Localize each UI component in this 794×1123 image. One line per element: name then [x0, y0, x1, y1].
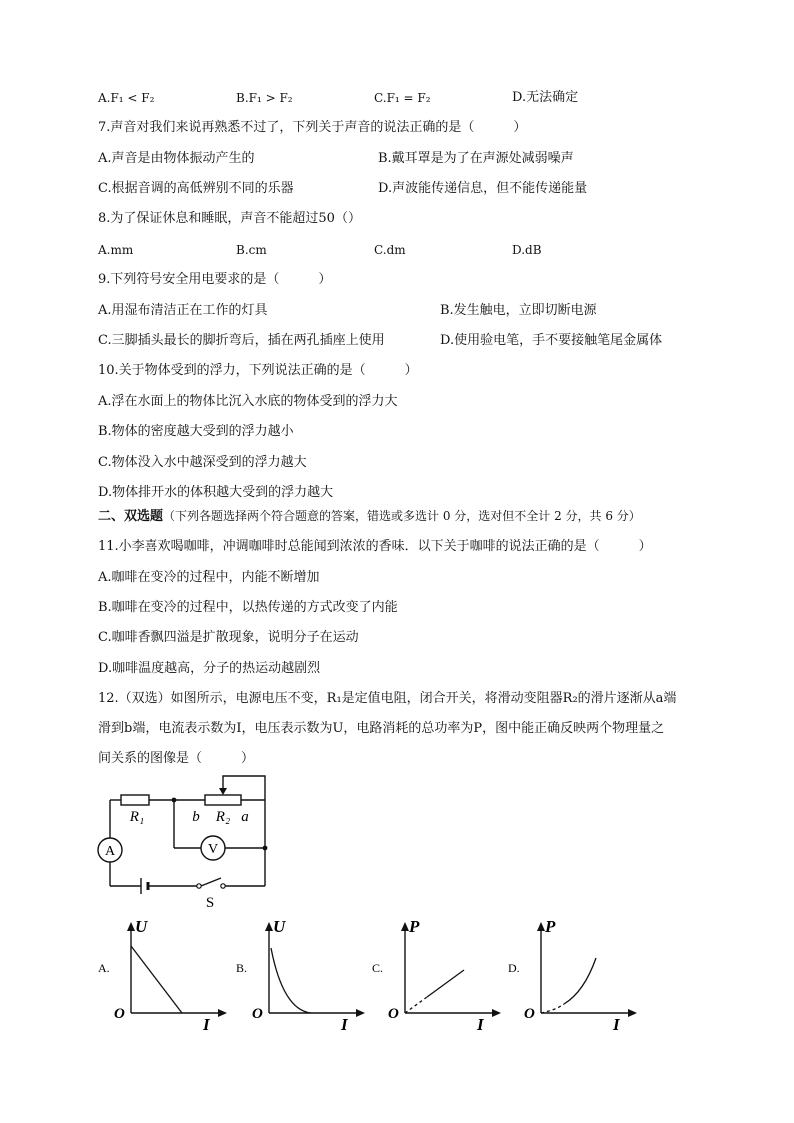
circuit-diagram: [95, 768, 285, 913]
q12-stem-line3: 间关系的图像是（ ）: [98, 751, 255, 766]
graph-curve: [564, 958, 596, 1004]
label-switch: S: [205, 895, 215, 911]
y-axis-arrow: [401, 922, 409, 931]
q9-option-d: D.使用验电笔，手不要接触笔尾金属体: [440, 333, 663, 348]
q10-stem: 10.关于物体受到的浮力，下列说法正确的是（ ）: [98, 363, 418, 378]
q7-stem: 7.声音对我们来说再熟悉不过了，下列关于声音的说法正确的是（ ）: [98, 120, 527, 135]
origin-label: O: [252, 1006, 263, 1022]
resistor-r1: [121, 795, 149, 805]
slider-arrowhead: [219, 788, 227, 795]
origin-label: O: [524, 1006, 535, 1022]
graph-option-a: [98, 918, 233, 1036]
y-axis-arrow: [265, 922, 273, 931]
q7-option-d: D.声波能传递信息，但不能传递能量: [378, 181, 588, 196]
label-a: a: [241, 809, 249, 825]
x-axis-label: I: [613, 1015, 620, 1034]
label-r1: R₁: [129, 809, 145, 825]
section-note: （下列各题选择两个符合题意的答案，错选或多选计 0 分，选对但不全计 2 分，共 6 分）: [163, 509, 641, 523]
q9-stem: 9.下列符号安全用电要求的是（ ）: [98, 272, 332, 287]
y-axis-label: P: [409, 918, 420, 936]
graph-curve-dashed: [541, 1004, 564, 1013]
y-axis-arrow: [537, 922, 545, 931]
x-axis-label: I: [203, 1015, 210, 1034]
q10-option-b: B.物体的密度越大受到的浮力越小: [98, 424, 294, 439]
graph-option-d: [508, 918, 643, 1036]
x-axis-arrow: [628, 1009, 637, 1017]
q8-option-d: D.dB: [512, 243, 542, 257]
section-title: 二、双选题: [98, 509, 164, 524]
origin-label: O: [388, 1006, 399, 1022]
label-ammeter: A: [104, 844, 116, 859]
label-b: b: [192, 809, 200, 825]
graph-curve-dashed: [405, 997, 427, 1013]
q10-option-c: C.物体没入水中越深受到的浮力越大: [98, 455, 307, 470]
q6-option-b: B.F₁ > F₂: [236, 91, 293, 105]
graph-option-label: D.: [508, 961, 520, 975]
q11-option-a: A.咖啡在变冷的过程中，内能不断增加: [98, 570, 320, 585]
q8-stem: 8.为了保证休息和睡眠，声音不能超过50（）: [98, 211, 361, 226]
label-r2: R₂: [215, 809, 231, 825]
q12-stem-line1: 12.（双选）如图所示，电源电压不变，R₁是定值电阻，闭合开关，将滑动变阻器R₂的滑片逐渐从a端: [98, 691, 677, 706]
rheostat-r2: [205, 795, 241, 805]
graph-curve: [271, 948, 311, 1013]
q9-option-a: A.用湿布清洁正在工作的灯具: [98, 303, 268, 318]
q11-option-b: B.咖啡在变冷的过程中，以热传递的方式改变了内能: [98, 600, 398, 615]
q11-option-d: D.咖啡温度越高，分子的热运动越剧烈: [98, 661, 321, 676]
q8-option-c: C.dm: [374, 243, 406, 257]
y-axis-label: U: [135, 918, 148, 936]
x-axis-label: I: [477, 1015, 484, 1034]
x-axis-arrow: [356, 1009, 365, 1017]
q7-option-b: B.戴耳罩是为了在声源处减弱噪声: [378, 151, 574, 166]
q12-stem-line2: 滑到b端，电流表示数为I，电压表示数为U，电路消耗的总功率为P，图中能正确反映两个物理量之: [98, 721, 665, 736]
x-axis-arrow: [218, 1009, 227, 1017]
q8-option-b: B.cm: [236, 243, 267, 257]
graph-option-label: A.: [98, 961, 110, 975]
section-heading: [98, 507, 641, 526]
q7-option-c: C.根据音调的高低辨别不同的乐器: [98, 181, 294, 196]
origin-label: O: [114, 1006, 125, 1022]
q9-option-b: B.发生触电，立即切断电源: [440, 303, 597, 318]
graph-option-label: B.: [236, 961, 248, 975]
q10-option-d: D.物体排开水的体积越大受到的浮力越大: [98, 485, 334, 500]
graph-option-c: [372, 918, 507, 1036]
q11-option-c: C.咖啡香飘四溢是扩散现象，说明分子在运动: [98, 630, 359, 645]
q11-stem: 11.小李喜欢喝咖啡，冲调咖啡时总能闻到浓浓的香味．以下关于咖啡的说法正确的是（ ）: [98, 539, 652, 554]
q10-option-a: A.浮在水面上的物体比沉入水底的物体受到的浮力大: [98, 394, 398, 409]
q9-option-c: C.三脚插头最长的脚折弯后，插在两孔插座上使用: [98, 333, 385, 348]
x-axis-label: I: [341, 1015, 348, 1034]
y-axis-label: P: [545, 918, 556, 936]
q6-option-d: D.无法确定: [512, 90, 579, 105]
label-voltmeter: V: [207, 842, 219, 857]
q8-option-a: A.mm: [98, 243, 134, 257]
graph-curve: [131, 946, 182, 1013]
graph-option-label: C.: [372, 961, 384, 975]
q6-option-a: A.F₁ < F₂: [98, 91, 155, 105]
x-axis-arrow: [492, 1009, 501, 1017]
q7-option-a: A.声音是由物体振动产生的: [98, 151, 255, 166]
y-axis-label: U: [273, 918, 286, 936]
q6-option-c: C.F₁ = F₂: [374, 91, 431, 105]
graph-curve: [427, 970, 464, 997]
y-axis-arrow: [127, 922, 135, 931]
graph-option-b: [236, 918, 371, 1036]
